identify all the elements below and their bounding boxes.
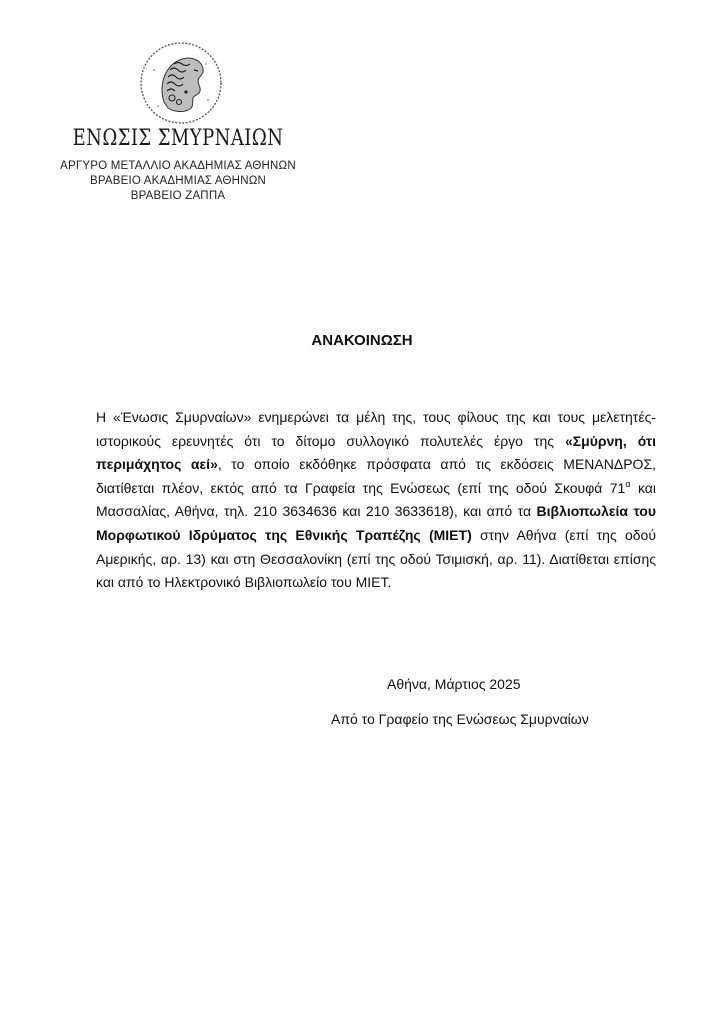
place-date: Αθήνα, Μάρτιος 2025 <box>387 676 521 692</box>
body-text-segment: , το οποίο εκδόθηκε πρόσφατα από τις εκδόσεις ΜΕΝΑΝΔΡΟΣ, διατίθεται πλέον, εκτός από τα Γραφεία της Ενώσεως (επί της οδού Σκουφά 71 <box>96 456 656 496</box>
signature-line: Από το Γραφείο της Ενώσεως Σμυρναίων <box>331 711 589 727</box>
announcement-title: ΑΝΑΚΟΙΝΩΣΗ <box>311 332 413 349</box>
body-text-segment: και Μασσαλίας, Αθήνα, τηλ. 210 3634636 και 210 3633618), και από τα <box>96 479 656 520</box>
bookshop-name: Βιβλιοπωλεία του Μορφωτικού Ιδρύματος της Εθνικής Τραπέζης (ΜΙΕΤ) <box>96 503 657 543</box>
announcement-body <box>96 406 656 595</box>
superscript: α <box>625 478 631 489</box>
award-line: ΒΡΑΒΕΙΟ ΑΚΑΔΗΜΙΑΣ ΑΘΗΝΩΝ <box>90 175 266 187</box>
book-title: «Σμύρνη, ότι περιμάχητος αεί» <box>96 432 657 473</box>
award-line: ΒΡΑΒΕΙΟ ΖΑΠΠΑ <box>130 190 226 202</box>
body-text-segment: Η «Ένωσις Σμυρναίων» ενημερώνει τα μέλη της, τους φίλους της και τους μελετητές-ιστορικούς ερευνητές ότι το δίτομο συλλογικό πολυτελές έργο της <box>96 409 656 449</box>
letterhead <box>48 40 308 220</box>
body-text-segment: στην Αθήνα (επί της οδού Αμερικής, αρ. 13) και στη Θεσσαλονίκη (επί της οδού Τσιμισκή, αρ. 11). Διατίθεται επίσης και από το Ηλεκτρονικό Βιβλιοπωλείο του ΜΙΕΤ. <box>96 526 656 591</box>
award-line: ΑΡΓΥΡΟ ΜΕΤΑΛΛΙΟ ΑΚΑΔΗΜΙΑΣ ΑΘΗΝΩΝ <box>60 160 296 172</box>
coin-head-emblem-icon <box>134 40 228 126</box>
organization-name: ΕΝΩΣΙΣ ΣΜΥΡΝΑΙΩΝ <box>72 126 284 151</box>
